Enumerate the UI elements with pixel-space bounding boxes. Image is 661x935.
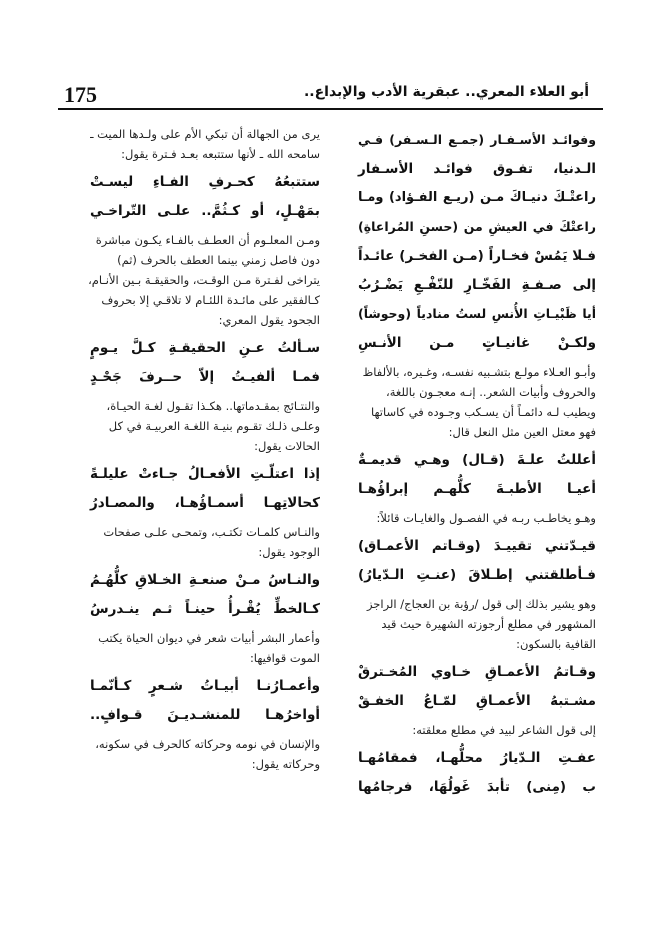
- running-title: أبو العلاء المعري.. عبقرية الأدب والإبداع..: [303, 84, 589, 100]
- header-rule: [58, 108, 603, 110]
- prose-paragraph: يرى من الجهالة أن تبكي الأم على ولـدها الميت ـ سامحه الله ـ لأنها ستتبعه بعـد فـترة يقول:: [90, 127, 320, 161]
- verse-line: أيا ظَبْيـاتِ الأُنسِ لستُ منادياً (وحوشاً): [358, 306, 596, 321]
- page-header: [0, 0, 661, 120]
- right-column: [358, 122, 596, 806]
- left-column: [82, 122, 320, 778]
- prose-paragraph: وهو يشير بذلك إلى قول /رؤبة بن العجاج/ الراجز المشهور في مطلع أرجوزته الشهيرة حيث قيد القافية بالسكون:: [366, 597, 596, 651]
- prose-paragraph: وأعمار البشر أبيات شعر في ديوان الحياة يكتب الموت قوافيها:: [98, 631, 320, 665]
- prose-paragraph: إلى قول الشاعر لبيد في مطلع معلقته:: [412, 723, 596, 737]
- verse-line: راعتْكَ في العيشِ من (حسنِ المُراعاةِ): [358, 219, 596, 234]
- verse-line: راعتْـكَ دنيـاكَ مـن (ريـع الفـؤاد) ومـا: [358, 190, 596, 205]
- verse-line: أعيـا الأطبـةَ كلُّهـم إبراؤُهـا: [358, 481, 596, 497]
- verse-line: بمَهْـلٍ، أو كـثُمَّ.. علـى التّراخـي: [90, 203, 320, 219]
- verse-line: إلى صـفـةِ الفَخّـارِ للنّفْـعِ يَضْـرُبُ: [358, 277, 596, 293]
- verse-line: الـدنيا، تفـوق فوائـد الأسـفار: [358, 161, 596, 177]
- prose-paragraph: والإنسان في نومه وحركاته كالحرف في سكونه، وحركاته يقول:: [95, 737, 320, 771]
- verse-line: فـلا يَمُسْ فخـاراً (مـن الفخـر) عائـداً: [358, 248, 596, 264]
- verse-line: قيـدّتني تقييـدَ (وقـاتم الأعمـاق): [358, 538, 596, 554]
- verse-line: كـالخطِّ يُقْـرأُ حينـاً ثـم ينـدرسُ: [90, 601, 320, 617]
- verse-line: أواخرُهـا للمنشـديـنَ قـوافٍ..: [90, 707, 320, 723]
- verse-line: سـألتُ عـنِ الحقيقـةِ كـلَّ يـومٍ: [90, 340, 320, 356]
- prose-paragraph: وهـو يخاطـب ربـه في الفصـول والغايـات قائلاً:: [376, 511, 596, 525]
- prose-paragraph: وأبـو العـلاء مولـع بتشـبيه نفسـه، وغـيره، بالألفاظ والحروف وأبيات الشعر.. إنـه معجـون باللغة، ويطيب لـه دائمـاً أن يسـكب وجـوده في كاساتها فهو معتل العين مثل النعل قال:: [362, 365, 596, 439]
- verse-line: وقـاتمُ الأعمـاقِ خـاوي المُخـترقْ: [358, 664, 596, 680]
- page-number: 175: [64, 82, 97, 107]
- verse-line: كحالاتِهـا أسمـاؤُهـا، والمصـادرُ: [90, 495, 320, 511]
- verse-line: والنـاسُ مـنْ صنعـةِ الخـلاقِ كلُّهُـمُ: [90, 572, 320, 588]
- verse-line: ب (مِنى) تأبدَ غَولُهَا، فرجامُها: [358, 779, 596, 795]
- prose-paragraph: والنتـائج بمقـدماتها.. هكـذا تقـول لغـة الحيـاة، وعلـى ذلـك تقـوم بنيـة اللغـة العربيـة في كل الحالات يقول:: [106, 399, 320, 453]
- verse-line: مشـتبهُ الأعمـاقِ لمّـاعُ الخفـقْ: [358, 693, 596, 709]
- verse-line: وفوائـد الأسـفـار (جمـع الـسـفر) فـي: [358, 132, 596, 147]
- verse-line: ولكـنْ غانيـاتٍ مـن الأنـسِ: [358, 335, 596, 351]
- verse-line: فمـا ألفيـتُ إلاّ حــرفَ جَحْـدٍ: [90, 369, 320, 385]
- verse-line: وأعمـارُنـا أبيـاتُ شـعرٍ كـأنّمـا: [90, 678, 320, 694]
- prose-paragraph: والنـاس كلمـات تكتـب، وتمحـى علـى صفحات الوجود يقول:: [103, 525, 320, 559]
- verse-line: ستتبعُهُ كحـرفِ الفـاءِ ليسـتْ: [90, 174, 320, 190]
- verse-line: أعللتُ علـةَ (قـال) وهـي قديمـةٌ: [358, 452, 596, 468]
- verse-line: فـأطلقتني إطـلاقَ (عنـتِ الـدّيارُ): [358, 567, 596, 583]
- verse-line: إذا اعتلّـتِ الأفعـالُ جـاءتْ عليلـةً: [90, 466, 320, 482]
- verse-line: عفـتِ الـدّيارُ محلُّهـا، فمقامُهـا: [358, 750, 596, 766]
- prose-paragraph: ومـن المعلـوم أن العطـف بالفـاء يكـون مباشرة دون فاصل زمني بينما العطف بالحرف (ثم) يتراخى لفـترة مـن الوقـت، والحقيقـة بـين الأنـام، كـالفقير على مائـدة اللئـام لا تلاقـي إلا بحروف الجحود يقول المعري:: [88, 233, 320, 327]
